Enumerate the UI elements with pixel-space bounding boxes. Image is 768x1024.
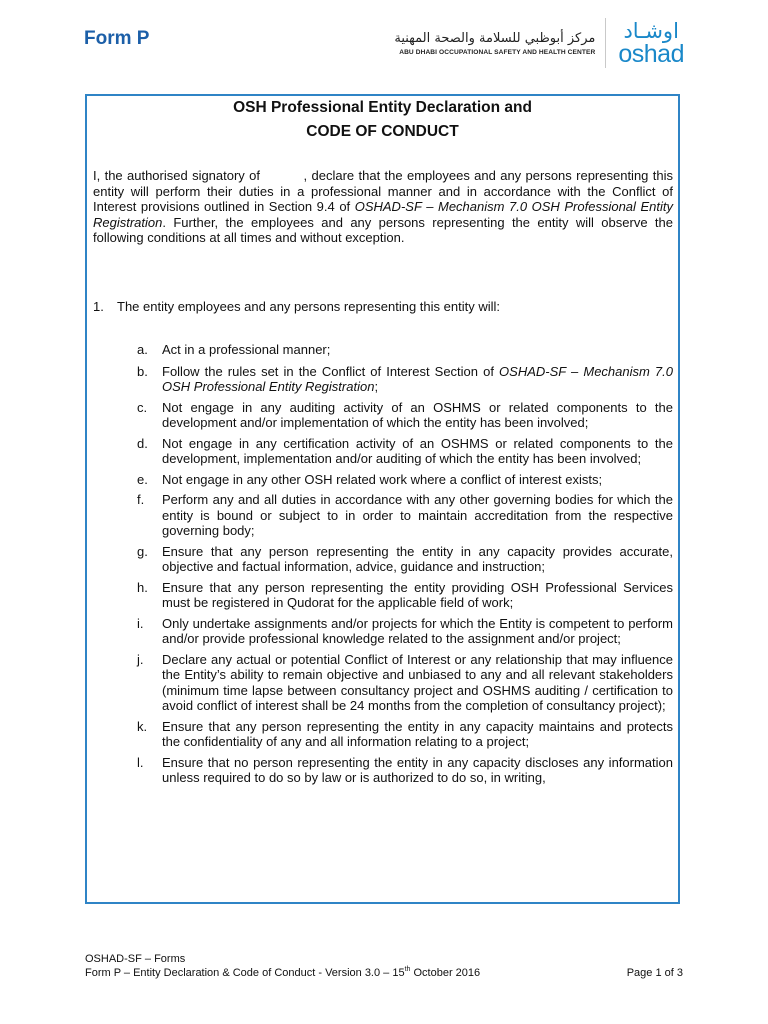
list-letter: l. <box>137 754 144 770</box>
list-letter: i. <box>137 615 144 631</box>
item-text: The entity employees and any persons representing this entity will: <box>117 299 500 314</box>
list-letter: h. <box>137 579 148 595</box>
footer-version-date: October 2016 <box>410 967 481 979</box>
list-letter: g. <box>137 543 148 559</box>
list-text: Ensure that any person representing the entity providing OSH Professional Services must be registered in Qudorat for the applicable field of work; <box>162 579 673 610</box>
list-item <box>137 342 673 358</box>
oshad-logo-english: oshad <box>618 40 684 68</box>
list-letter: b. <box>137 363 148 379</box>
list-letter: c. <box>137 399 148 415</box>
footer-version-sup: th <box>404 966 411 973</box>
list-reference: OSHAD-SF – Mechanism 7.0 OSH Professional Entity Registration <box>162 363 673 394</box>
list-text: Ensure that any person representing the entity in any capacity maintains and protects the confidentiality of any and all information relating to a project; <box>162 718 673 749</box>
list-item <box>137 544 673 575</box>
list-item <box>137 652 673 714</box>
list-text: Perform any and all duties in accordance with any other governing bodies for which the entity is bound or subject to in order to maintain accreditation from the respective governing body; <box>162 492 673 538</box>
list-text-part: ; <box>374 379 379 394</box>
conditions-list <box>137 342 673 791</box>
header-logo-block <box>394 16 684 70</box>
numbered-item-1 <box>93 299 673 315</box>
list-letter: d. <box>137 435 148 451</box>
center-name-english: ABU DHABI OCCUPATIONAL SAFETY AND HEALTH CENTER <box>399 48 596 56</box>
list-text: Not engage in any other OSH related work where a conflict of interest exists; <box>162 471 603 487</box>
intro-paragraph <box>93 168 673 246</box>
list-item <box>137 580 673 611</box>
list-text: Not engage in any auditing activity of an OSHMS or related components to the development and/or implementation of which the entity has been involved; <box>162 399 673 430</box>
list-letter: a. <box>137 342 148 357</box>
list-text: Declare any actual or potential Conflict of Interest or any relationship that may influence the Entity’s ability to remain objective and unbiased to any and all relevant stakeholders (minimum time lapse between consultancy project and OSHMS auditing / certification to avoid conflict of interest shall be 24 months from the completion of consultancy project); <box>162 651 673 713</box>
list-text: Not engage in any certification activity of an OSHMS or related components to the development, implementation and/or auditing of which the entity has been involved; <box>162 435 673 466</box>
list-item <box>137 492 673 539</box>
intro-text-2: , declare that the employees and any persons representing this entity will perform their duties in a professional manner and in accordance with the Conflict of Interest provisions outlined in Section 9.4 of <box>93 168 673 214</box>
list-letter: e. <box>137 471 148 487</box>
list-letter: f. <box>137 492 145 507</box>
intro-reference: OSHAD-SF – Mechanism 7.0 OSH Professional Entity Registration <box>93 199 673 230</box>
list-item <box>137 364 673 395</box>
intro-text-1: I, the authorised signatory of <box>93 168 261 183</box>
footer-document-line <box>85 966 683 980</box>
document-subtitle: CODE OF CONDUCT <box>306 123 459 140</box>
list-text: Ensure that any person representing the entity in any capacity provides accurate, objective and factual information, advice, guidance and instruction; <box>162 543 673 574</box>
list-item <box>137 616 673 647</box>
signatory-entity-blank <box>260 168 304 183</box>
document-title: OSH Professional Entity Declaration and <box>233 99 532 116</box>
oshad-logo <box>618 20 684 66</box>
center-name-arabic: مركز أبوظبي للسلامة والصحة المهنية <box>394 30 596 46</box>
list-item <box>137 719 673 750</box>
page-number: Page 1 of 3 <box>626 967 683 979</box>
form-label: Form P <box>84 28 150 49</box>
declaration-frame <box>85 94 680 904</box>
list-item <box>137 436 673 467</box>
list-item <box>137 400 673 431</box>
list-letter: j. <box>137 651 144 667</box>
list-letter: k. <box>137 718 148 734</box>
center-name <box>394 31 595 56</box>
logo-divider <box>605 18 606 68</box>
footer-document-version <box>85 966 480 980</box>
oshad-logo-arabic: اوشـاد <box>623 19 679 43</box>
list-text: Only undertake assignments and/or projects for which the Entity is competent to perform and/or provide professional knowledge related to the assignment and/or project; <box>162 615 673 646</box>
item-number: 1. <box>93 299 104 314</box>
footer-series: OSHAD-SF – Forms <box>85 953 186 965</box>
intro-text-3: . Further, the employees and any persons representing the entity will observe the following conditions at all times and without exception. <box>93 214 673 245</box>
list-item <box>137 472 673 488</box>
footer-version-text: Form P – Entity Declaration & Code of Conduct - Version 3.0 – 15 <box>85 967 405 979</box>
list-text: Act in a professional manner; <box>162 342 331 357</box>
list-item <box>137 755 673 786</box>
list-text-part: Follow the rules set in the Conflict of Interest Section of <box>162 363 500 379</box>
list-text <box>162 364 673 395</box>
list-text: Ensure that no person representing the entity in any capacity discloses any information unless required to do so by law or is authorized to do so, in writing, <box>162 754 673 785</box>
